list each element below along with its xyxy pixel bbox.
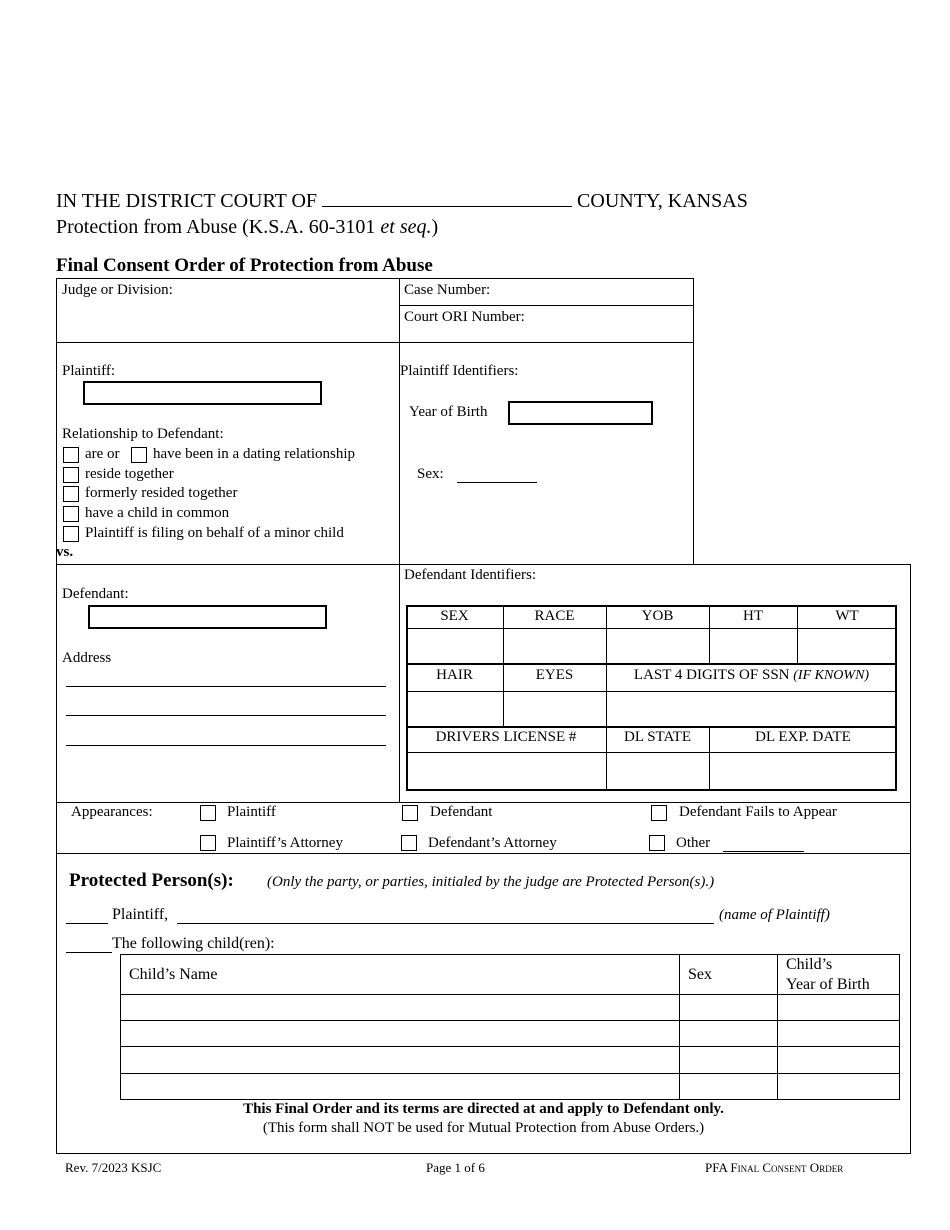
grid-line bbox=[406, 691, 897, 692]
act-close: ) bbox=[431, 216, 439, 238]
notice-bold: This Final Order and its terms are directed at and apply to Defendant only. bbox=[243, 1101, 724, 1117]
appearances-top-rule bbox=[56, 802, 911, 803]
address-line-3[interactable] bbox=[66, 745, 386, 746]
appear-other-checkbox[interactable] bbox=[649, 835, 665, 851]
defendant-label: Defendant: bbox=[62, 586, 129, 602]
footer-page: Page 1 of 6 bbox=[426, 1160, 485, 1175]
dl-exp-header: DL EXP. DATE bbox=[755, 729, 851, 745]
protected-heading: Protected Person(s): bbox=[69, 870, 234, 891]
sex-header: SEX bbox=[440, 608, 469, 624]
page-title: Final Consent Order of Protection from Abuse bbox=[56, 255, 433, 276]
defendant-divider bbox=[399, 564, 400, 803]
table-line bbox=[120, 1073, 900, 1074]
ssn-header bbox=[606, 667, 897, 684]
table-line bbox=[120, 994, 900, 995]
appear-plaintiff-checkbox[interactable] bbox=[200, 805, 216, 821]
plaintiff-name-blank[interactable] bbox=[177, 923, 714, 924]
plaintiff-identifiers-label: Plaintiff Identifiers: bbox=[400, 363, 519, 379]
address-line-2[interactable] bbox=[66, 715, 386, 716]
act-italic: et seq. bbox=[380, 216, 432, 238]
reside-together-checkbox[interactable] bbox=[63, 467, 79, 483]
judge-label: Judge or Division: bbox=[62, 282, 173, 298]
grid-line bbox=[406, 628, 897, 629]
minor-child-label: Plaintiff is filing on behalf of a minor child bbox=[85, 525, 344, 541]
appear-fails-checkbox[interactable] bbox=[651, 805, 667, 821]
plaintiff-right-border bbox=[693, 343, 694, 565]
ssn-note: (IF KNOWN) bbox=[793, 668, 870, 683]
grid-line bbox=[406, 663, 897, 665]
year-of-birth-label: Year of Birth bbox=[409, 404, 488, 420]
dating-checkbox[interactable] bbox=[131, 447, 147, 463]
appear-plaintiff-attorney-checkbox[interactable] bbox=[200, 835, 216, 851]
appear-other-label: Other bbox=[676, 835, 711, 851]
child-yob-header-1: Child’s bbox=[786, 956, 833, 973]
table-line bbox=[679, 954, 680, 1100]
grid-line bbox=[406, 726, 897, 728]
wt-header: WT bbox=[835, 608, 859, 624]
case-number-label: Case Number: bbox=[404, 282, 491, 298]
dl-header: DRIVERS LICENSE # bbox=[435, 729, 577, 745]
protected-top-rule bbox=[56, 853, 911, 854]
center-divider bbox=[399, 278, 400, 565]
formerly-resided-label: formerly resided together bbox=[85, 485, 238, 501]
reside-together-label: reside together bbox=[85, 466, 174, 482]
identifiers-grid bbox=[406, 605, 897, 791]
plaintiff-name-field[interactable] bbox=[83, 381, 322, 405]
other-blank[interactable] bbox=[723, 851, 804, 852]
case-divider bbox=[399, 305, 694, 306]
defendant-name-field[interactable] bbox=[88, 605, 327, 629]
appearances-label: Appearances: bbox=[71, 804, 153, 820]
year-of-birth-field[interactable] bbox=[508, 401, 653, 425]
appear-defendant-attorney-label: Defendant’s Attorney bbox=[428, 835, 557, 851]
child-sex-header: Sex bbox=[688, 966, 712, 983]
appear-defendant-checkbox[interactable] bbox=[402, 805, 418, 821]
ht-header: HT bbox=[743, 608, 763, 624]
dl-state-header: DL STATE bbox=[624, 729, 691, 745]
appear-defendant-attorney-checkbox[interactable] bbox=[401, 835, 417, 851]
vs-label: vs. bbox=[56, 544, 74, 560]
children-table bbox=[120, 954, 900, 1100]
child-yob-header-2: Year of Birth bbox=[786, 976, 870, 993]
children-label: The following child(ren): bbox=[112, 935, 275, 952]
eyes-header: EYES bbox=[535, 667, 574, 683]
footer-form-name: PFA Final Consent Order bbox=[705, 1160, 844, 1175]
table-line bbox=[120, 1020, 900, 1021]
act-text: Protection from Abuse (K.S.A. 60-3101 bbox=[56, 216, 376, 238]
hair-header: HAIR bbox=[436, 667, 473, 683]
appear-defendant-label: Defendant bbox=[430, 804, 493, 820]
court-prefix: IN THE DISTRICT COURT OF bbox=[56, 190, 318, 212]
court-heading bbox=[56, 190, 748, 213]
ssn-label: LAST 4 DIGITS OF SSN bbox=[633, 667, 790, 683]
appear-plaintiff-attorney-label: Plaintiff’s Attorney bbox=[227, 835, 343, 851]
footer-rev: Rev. 7/2023 KSJC bbox=[65, 1160, 162, 1175]
court-ori-label: Court ORI Number: bbox=[404, 309, 525, 325]
protected-note: (Only the party, or parties, initialed by the judge are Protected Person(s).) bbox=[267, 874, 715, 890]
statute-line bbox=[56, 216, 438, 239]
address-label: Address bbox=[62, 650, 112, 666]
sex-blank[interactable] bbox=[457, 482, 537, 483]
court-suffix: COUNTY, KANSAS bbox=[577, 190, 748, 212]
formerly-resided-checkbox[interactable] bbox=[63, 486, 79, 502]
child-name-header: Child’s Name bbox=[129, 966, 218, 983]
plaintiff-initial-blank[interactable] bbox=[66, 923, 108, 924]
appear-fails-label: Defendant Fails to Appear bbox=[679, 804, 837, 820]
yob-header: YOB bbox=[641, 608, 674, 624]
relationship-label: Relationship to Defendant: bbox=[62, 426, 224, 442]
are-or-label: are or bbox=[85, 446, 120, 462]
appear-plaintiff-label: Plaintiff bbox=[227, 804, 276, 820]
defendant-identifiers-label: Defendant Identifiers: bbox=[404, 567, 537, 583]
children-initial-blank[interactable] bbox=[66, 952, 112, 953]
dating-label: have been in a dating relationship bbox=[153, 446, 356, 462]
protected-plaintiff-label: Plaintiff, bbox=[112, 906, 169, 923]
plaintiff-left-border bbox=[56, 343, 57, 565]
grid-line bbox=[406, 752, 897, 753]
name-of-plaintiff-label: (name of Plaintiff) bbox=[719, 907, 830, 923]
sex-label: Sex: bbox=[417, 466, 444, 482]
race-header: RACE bbox=[534, 608, 575, 624]
plaintiff-label: Plaintiff: bbox=[62, 363, 116, 379]
notice-normal: (This form shall NOT be used for Mutual Protection from Abuse Orders.) bbox=[262, 1120, 705, 1136]
table-line bbox=[777, 954, 778, 1100]
county-blank[interactable] bbox=[322, 206, 572, 207]
minor-child-checkbox[interactable] bbox=[63, 526, 79, 542]
address-line-1[interactable] bbox=[66, 686, 386, 687]
are-checkbox[interactable] bbox=[63, 447, 79, 463]
child-in-common-checkbox[interactable] bbox=[63, 506, 79, 522]
table-line bbox=[120, 1046, 900, 1047]
child-in-common-label: have a child in common bbox=[85, 505, 230, 521]
